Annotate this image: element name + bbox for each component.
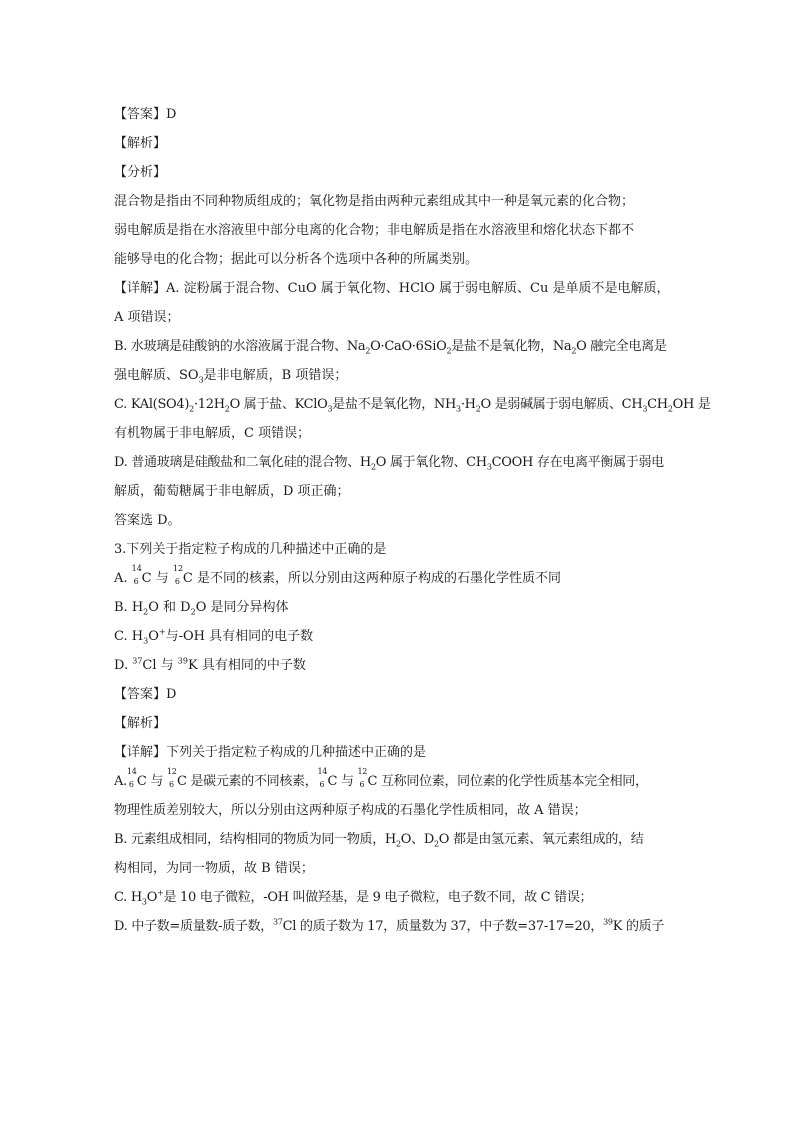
- paragraph-line: 混合物是指由不同种物质组成的；氧化物是指由两种元素组成其中一种是氧元素的化合物；: [114, 194, 635, 209]
- option-d-explanation-cont: 解质，葡萄糖属于非电解质，D 项正确；: [114, 484, 350, 499]
- explanation-a: A. 14 6 C 与 12 6 C 是碳元素的不同核素， 14 6 C 与 12 6 C 互称同位素，同位素的化学性质基本完全相同，: [114, 767, 648, 789]
- isotope-c12: 12 6: [172, 564, 184, 586]
- question-3-option-d: D. $^{37}$Cl 与 $^{39}$K 具有相同的中子数: [114, 656, 306, 673]
- detail-line: 【详解】A. 淀粉属于混合物、CuO 属于氧化物、HClO 属于弱电解质、Cu 是单质不是电解质，: [114, 281, 670, 296]
- explanation-a-cont: 物理性质差别较大，所以分别由这两种原子构成的石墨化学性质相同，故 A 错误；: [114, 803, 587, 818]
- paragraph-line: 能够导电的化合物；据此可以分析各个选项中各种的所属类别。: [114, 252, 479, 267]
- explanation-d: D. 中子数=质量数-质子数，$^{37}$Cl 的质子数为 17，质量数为 37，中子数=37-17=20，$^{39}$K 的质子: [114, 917, 665, 934]
- question-3-option-a: A. 14 6 C 与 12 6 C 是不同的核素，所以分别由这两种原子构成的石墨化学性质不同: [114, 564, 561, 586]
- answer-label-2: 【答案】D: [114, 687, 177, 702]
- answer-choice: 答案选 D。: [114, 513, 181, 528]
- isotope-c14: 14 6: [131, 564, 142, 586]
- analysis-label-2: 【解析】: [114, 716, 167, 731]
- option-b-explanation-cont: 强电解质、$SO_3$是非电解质，B 项错误；: [114, 368, 348, 385]
- answer-label: 【答案】D: [114, 107, 177, 122]
- detail-line: A 项错误；: [114, 310, 180, 325]
- analysis-label: 【解析】: [114, 136, 167, 151]
- question-3-option-c: C. $H_3O^+$与-OH 具有相同的电子数: [114, 627, 314, 646]
- detail-label-2: 【详解】下列关于指定粒子构成的几种描述中正确的是: [114, 745, 427, 760]
- question-3-stem: 3.下列关于指定粒子构成的几种描述中正确的是: [114, 542, 387, 557]
- explanation-b: B. 元素组成相同，结构相同的物质为同一物质，$H_2O$、$D_2O$ 都是由氢元素、氧元素组成的，结: [114, 832, 644, 849]
- document-page: [114, 100, 711, 941]
- explanation-c: C. $H_3O^+$是 10 电子微粒，-OH 叫做羟基，是 9 电子微粒，电子数不同，故 C 错误；: [114, 888, 593, 907]
- question-3-option-b: B. $H_2O$ 和 $D_2O$ 是同分异构体: [114, 600, 289, 617]
- explanation-b-cont: 构相同，为同一物质，故 B 错误；: [114, 861, 314, 876]
- analysis-sub-label: 【分析】: [114, 165, 167, 180]
- option-c-explanation: C. $KAl(SO4)_2\cdot 12H_2O$ 属于盐、KClO$_3$是盐不是氧化物，$NH_3\cdot H_2O$ 是弱碱属于弱电解质、$CH_3CH_2OH$ 是: [114, 397, 711, 414]
- option-b-explanation: B. 水玻璃是硅酸钠的水溶液属于混合物、$Na_2O\cdot CaO\cdot 6SiO_2$是盐不是氧化物，$Na_2O$ 融完全电离是: [114, 339, 667, 356]
- option-c-explanation-cont: 有机物属于非电解质，C 项错误；: [114, 426, 311, 441]
- option-d-explanation: D. 普通玻璃是硅酸盐和二氧化硅的混合物、$H_2O$ 属于氧化物、$CH_3COOH$ 存在电离平衡属于弱电: [114, 455, 664, 472]
- paragraph-line: 弱电解质是指在水溶液里中部分电离的化合物；非电解质是指在水溶液里和熔化状态下都不: [114, 223, 635, 238]
